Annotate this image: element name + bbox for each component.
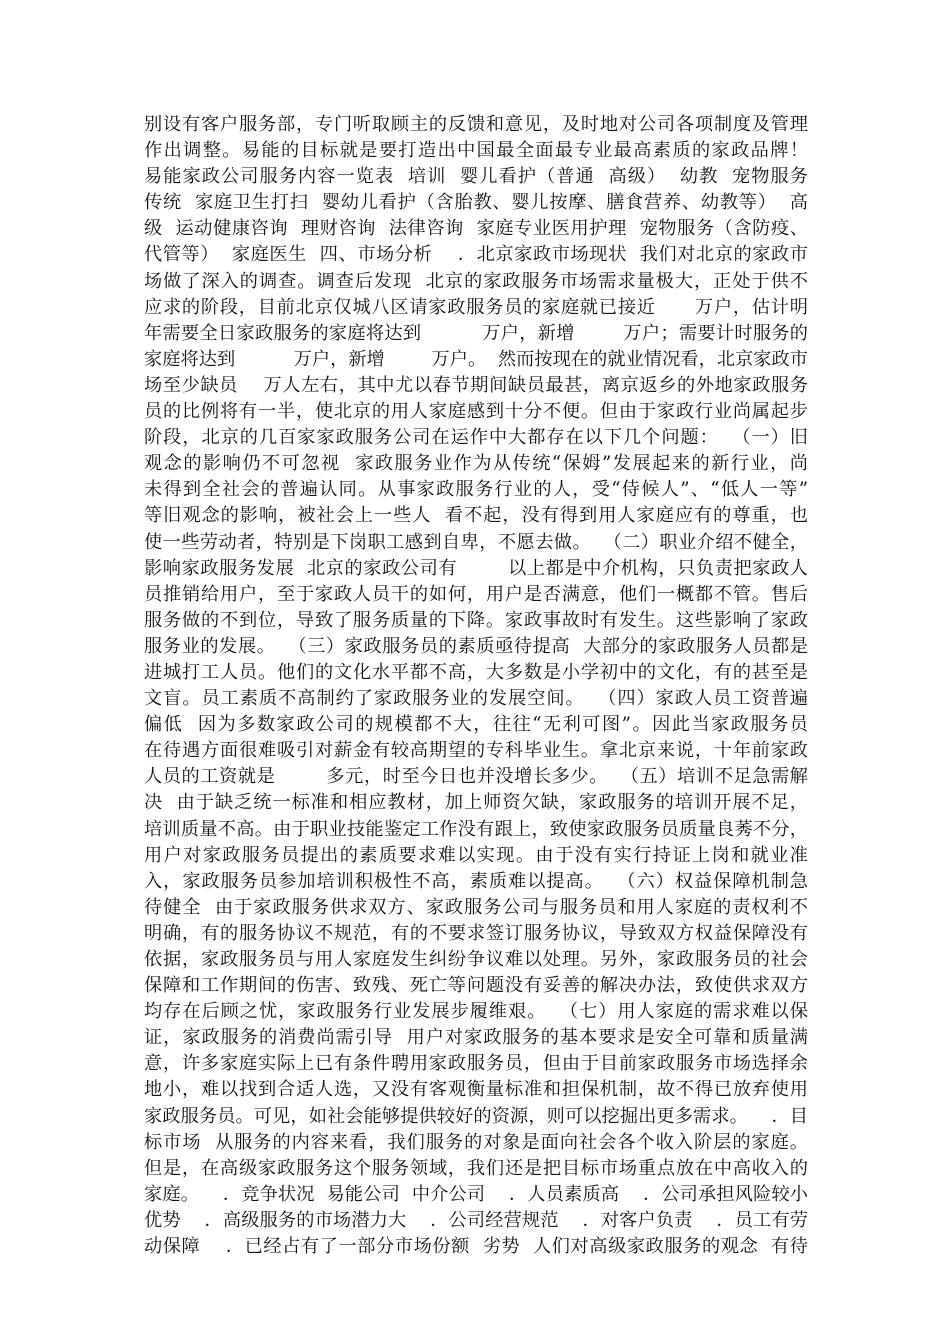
text-line: 标市场 从服务的内容来看，我们服务的对象是面向社会各个收入阶层的家庭。 xyxy=(144,1131,808,1153)
text-line: 待健全 由于家政服务供求双方、家政服务公司与服务员和用人家庭的责权利不 xyxy=(144,896,808,918)
text-line: 动保障 ．已经占有了一部分市场份额 劣势 人们对高级家政服务的观念 有待 xyxy=(144,1236,808,1258)
text-line: 人员的工资就是 多元，时至今日也并没增长多少。 （五）培训不足急需解 xyxy=(144,766,808,788)
text-line: 场做了深入的调查。调查后发现 北京的家政服务市场需求量极大，正处于供不 xyxy=(144,270,808,292)
text-line: 地小，难以找到合适人选，又没有客观衡量标准和担保机制，故不得已放弃使用 xyxy=(144,1079,808,1101)
text-line: 易能家政公司服务内容一览表 培训 婴儿看护（普通 高级） 幼教 宠物服务 xyxy=(144,166,808,188)
text-line: 在待遇方面很难吸引对薪金有较高期望的专科毕业生。拿北京来说，十年前家政 xyxy=(144,740,808,762)
body-text xyxy=(144,112,808,1260)
text-line: 阶段，北京的几百家家政服务公司在运作中大都存在以下几个问题： （一）旧 xyxy=(144,427,808,449)
text-line: 应求的阶段，目前北京仅城八区请家政服务员的家庭就已接近 万户，估计明 xyxy=(144,296,808,318)
text-line: 优势 ．高级服务的市场潜力大 ．公司经营规范 ．对客户负责 ．员工有劳 xyxy=(144,1209,808,1231)
text-line: 作出调整。易能的目标就是要打造出中国最全面最专业最高素质的家政品牌！ xyxy=(144,140,808,162)
text-line: 等旧观念的影响，被社会上一些人 看不起，没有得到用人家庭应有的尊重，也 xyxy=(144,505,808,527)
text-line: 均存在后顾之忧，家政服务行业发展步履维艰。 （七）用人家庭的需求难以保 xyxy=(144,1001,808,1023)
text-line: 进城打工人员。他们的文化水平都不高，大多数是小学初中的文化，有的甚至是 xyxy=(144,661,808,683)
text-line: 未得到全社会的普遍认同。从事家政服务行业的人，受“侍候人”、“低人一等” xyxy=(144,479,808,501)
text-line: 别设有客户服务部，专门听取顾主的反馈和意见，及时地对公司各项制度及管理 xyxy=(144,114,808,135)
text-line: 入，家政服务员参加培训积极性不高，素质难以提高。 （六）权益保障机制急 xyxy=(144,870,808,892)
text-line: 依据，家政服务员与用人家庭发生纠纷争议难以处理。另外，家政服务员的社会 xyxy=(144,949,808,970)
text-line: 文盲。员工素质不高制约了家政服务业的发展空间。 （四）家政人员工资普遍 xyxy=(144,688,808,710)
text-line: 服务业的发展。 （三）家政服务员的素质亟待提高 大部分的家政服务人员都是 xyxy=(144,635,808,657)
text-line: 传统 家庭卫生打扫 婴幼儿看护（含胎教、婴儿按摩、膳食营养、幼教等） 高 xyxy=(144,192,808,214)
text-line: 但是，在高级家政服务这个服务领域，我们还是把目标市场重点放在中高收入的 xyxy=(144,1157,808,1179)
text-line: 培训质量不高。由于职业技能鉴定工作没有跟上，致使家政服务员质量良莠不分， xyxy=(144,818,808,840)
text-line: 代管等） 家庭医生 四、市场分析 ．北京家政市场现状 我们对北京的家政市 xyxy=(144,244,808,266)
text-line: 使一些劳动者，特别是下岗职工感到自卑，不愿去做。 （二）职业介绍不健全， xyxy=(144,531,808,553)
text-line: 观念的影响仍不可忽视 家政服务业作为从传统“保姆”发展起来的新行业，尚 xyxy=(144,453,808,475)
text-line: 级 运动健康咨询 理财咨询 法律咨询 家庭专业医用护理 宠物服务（含防疫、 xyxy=(144,218,808,240)
text-line: 家庭。 ．竞争状况 易能公司 中介公司 ．人员素质高 ．公司承担风险较小 xyxy=(144,1183,808,1205)
text-line: 员推销给用户，至于家政人员干的如何，用户是否满意，他们一概都不管。售后 xyxy=(144,583,808,605)
text-line: 年需要全日家政服务的家庭将达到 万户，新增 万户；需要计时服务的 xyxy=(144,322,808,344)
text-line: 证，家政服务的消费尚需引导 用户对家政服务的基本要求是安全可靠和质量满 xyxy=(144,1027,808,1049)
text-line: 意，许多家庭实际上已有条件聘用家政服务员，但由于目前家政服务市场选择余 xyxy=(144,1053,808,1075)
text-line: 影响家政服务发展 北京的家政公司有 以上都是中介机构，只负责把家政人 xyxy=(144,557,808,579)
text-line: 明确，有的服务协议不规范，有的不要求签订服务协议，导致双方权益保障没有 xyxy=(144,922,808,944)
text-line: 员的比例将有一半，使北京的用人家庭感到十分不便。但由于家政行业尚属起步 xyxy=(144,401,808,423)
text-line: 用户对家政服务员提出的素质要求难以实现。由于没有实行持证上岗和就业准 xyxy=(144,844,808,866)
text-line: 决 由于缺乏统一标准和相应教材，加上师资欠缺，家政服务的培训开展不足， xyxy=(144,792,808,814)
text-line: 服务做的不到位，导致了服务质量的下降。家政事故时有发生。这些影响了家政 xyxy=(144,609,808,631)
text-line: 偏低 因为多数家政公司的规模都不大，往往“无利可图”。因此当家政服务员 xyxy=(144,714,808,736)
text-line: 保障和工作期间的伤害、致残、死亡等问题没有妥善的解决办法，致使供求双方 xyxy=(144,975,808,997)
text-line: 家政服务员。可见，如社会能够提供较好的资源，则可以挖掘出更多需求。 ．目 xyxy=(144,1105,808,1127)
text-line: 家庭将达到 万户，新增 万户。 然而按现在的就业情况看，北京家政市 xyxy=(144,348,808,370)
text-line: 场至少缺员 万人左右，其中尤以春节期间缺员最甚，离京返乡的外地家政服务 xyxy=(144,374,808,396)
